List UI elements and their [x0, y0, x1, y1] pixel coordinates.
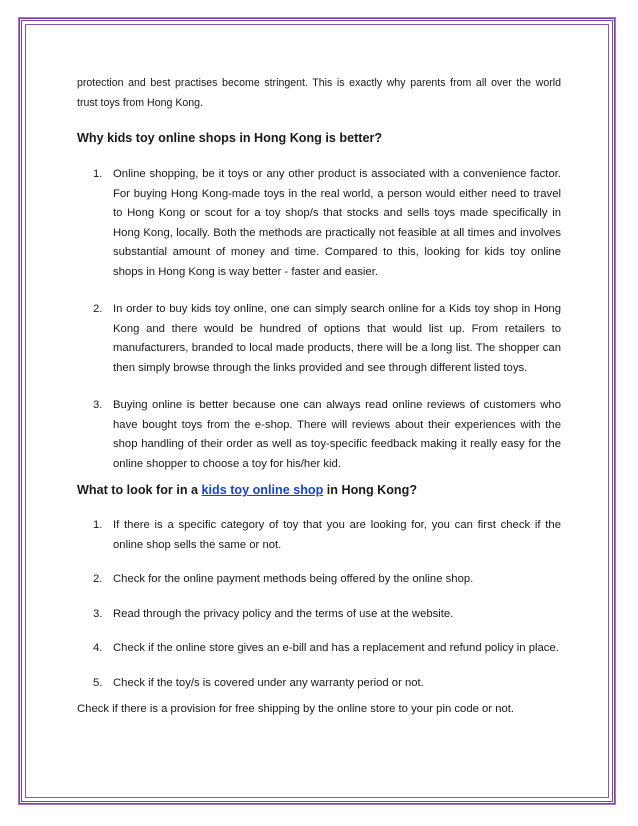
what-list	[77, 516, 561, 693]
list-item	[77, 639, 561, 659]
kids-toy-online-shop-link[interactable]: kids toy online shop	[201, 483, 324, 497]
list-number: 1.	[93, 519, 103, 531]
list-item-text: Check if the online store gives an e-bill and has a replacement and refund policy in place.	[113, 642, 559, 654]
list-item	[77, 516, 561, 555]
list-item	[77, 396, 561, 474]
list-item-text: Buying online is better because one can always read online reviews of customers who have bought toys from the e-shop. There will reviews about their experiences with the shop handling of their order as well as toy-specific feedback making it really easy for the online shopper to choose a toy for his/her kid.	[113, 399, 561, 470]
closing-paragraph: Check if there is a provision for free shipping by the online store to your pin code or not.	[77, 703, 515, 715]
list-item	[77, 605, 561, 625]
list-item	[77, 165, 561, 282]
list-item	[77, 300, 561, 378]
list-number: 2.	[93, 573, 103, 585]
heading-text-after: in Hong Kong?	[323, 483, 418, 497]
section-heading-why: Why kids toy online shops in Hong Kong is better?	[77, 131, 383, 145]
intro-line-1: protection and best practises become stringent. This is exactly why parents from all over the world	[77, 77, 561, 89]
list-number: 4.	[93, 642, 103, 654]
list-item-text: Check for the online payment methods being offered by the online shop.	[113, 573, 474, 585]
list-number: 2.	[93, 303, 103, 315]
list-number: 1.	[93, 168, 103, 180]
section-heading-what	[77, 481, 561, 499]
why-list	[77, 165, 561, 474]
list-number: 5.	[93, 676, 103, 689]
list-number: 3.	[93, 607, 103, 620]
list-item-text: If there is a specific category of toy that you are looking for, you can first check if the online shop sells the same or not.	[113, 519, 561, 551]
document-body	[77, 74, 561, 720]
list-item	[77, 570, 561, 590]
list-item-text: Read through the privacy policy and the terms of use at the website.	[113, 607, 454, 620]
list-item-text: Check if the toy/s is covered under any warranty period or not.	[113, 676, 424, 689]
heading-text-before: What to look for in a	[77, 483, 202, 497]
list-item-text: In order to buy kids toy online, one can simply search online for a Kids toy shop in Hong Kong and there would be hundred of options that would list up. From retailers to manufacturers, branded to local made products, there will be a long list. The shopper can then simply browse through the links provided and see through different listed toys.	[113, 303, 561, 374]
list-item-text: Online shopping, be it toys or any other product is associated with a convenience factor. For buying Hong Kong-made toys in the real world, a person would either need to travel to Hong Kong or scout for a toy shop/s that stocks and sells toys made specifically in Hong Kong, locally. Both the methods are practically not feasible at all times and involves substantial amount of money and time. Compared to this, looking for kids toy online shops in Hong Kong is way better - faster and easier.	[113, 168, 561, 278]
list-item	[77, 674, 561, 694]
intro-line-2: trust toys from Hong Kong.	[77, 96, 204, 109]
list-number: 3.	[93, 399, 103, 411]
